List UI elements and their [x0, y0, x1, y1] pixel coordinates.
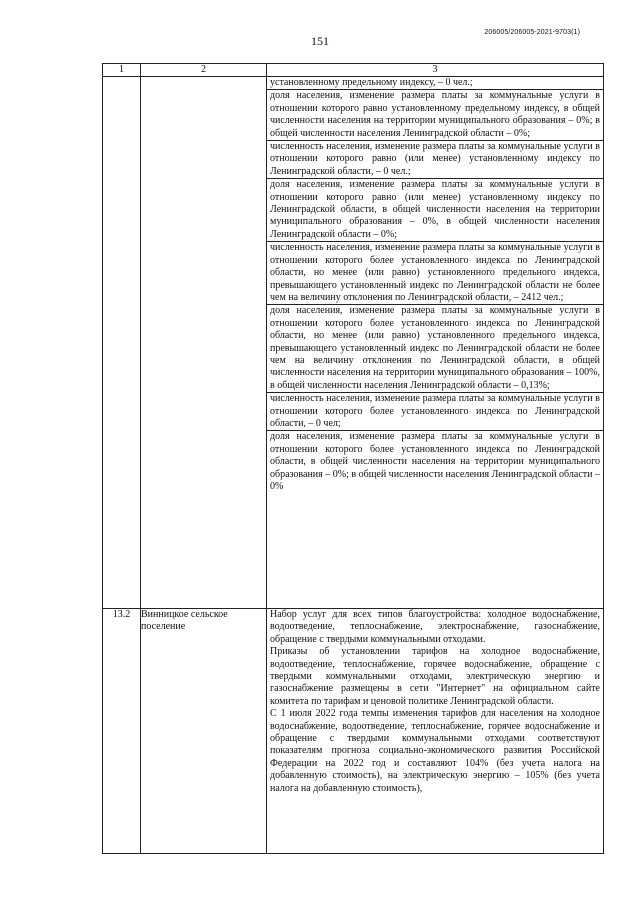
- row-content-cell: [267, 77, 604, 609]
- row-number-cell: 13.2: [103, 609, 141, 854]
- paragraph: численность населения, изменение размера платы за коммунальные услуги в отношении которого равно (или менее) установленному индексу по Ленинградской области, – 0 чел.;: [267, 140, 603, 178]
- table-row: [103, 609, 604, 854]
- paragraph: доля населения, изменение размера платы за коммунальные услуги в отношении которого более установленного индекса по Ленинградской области, но менее (или равно) установленного предельного индекса, превышающего установленный индекс по Ленинградской области не более чем на величину отклонения по Ленинградской области, в общей численности населения на территории муниципального образования – 100%, в общей численности населения Ленинградской области – 0,13%;: [267, 304, 603, 392]
- paragraph: установленному предельному индексу, – 0 чел.;: [270, 77, 473, 88]
- paragraph: доля населения, изменение размера платы за коммунальные услуги в отношении которого равно (или менее) установленному индексу по Ленинградской области, в общей численности населения на территории муниципального образования – 0%, в общей численности населения Ленинградской области – 0%;: [267, 178, 603, 241]
- document-code: 206005/206005-2021-9703(1): [484, 29, 580, 36]
- paragraph: Набор услуг для всех типов благоустройства: холодное водоснабжение, водоотведение, теплоснабжение, электроснабжение, газоснабжение, обращение с твердыми коммунальными отходами.: [270, 609, 600, 645]
- data-table: [102, 63, 604, 854]
- table-header-row: [103, 64, 604, 77]
- column-header-3: 3: [267, 64, 604, 77]
- paragraph: доля населения, изменение размера платы за коммунальные услуги в отношении которого равно установленному предельному индексу, в общей численности населения на территории муниципального образования – 0%; в общей численности населения Ленинградской области – 0%;: [267, 89, 603, 140]
- table-row: [103, 77, 604, 609]
- paragraph: Приказы об установлении тарифов на холодное водоснабжение, водоотведение, теплоснабжение, горячее водоснабжение, обращение с твердыми коммунальными отходами, электрическую энергию и газоснабжение размещены в сети "Интернет" на официальном сайте комитета по тарифам и ценовой политике Ленинградской области.: [270, 646, 600, 707]
- column-header-1: 1: [103, 64, 141, 77]
- row-number-cell: [103, 77, 141, 609]
- row-content-cell: [267, 609, 604, 854]
- paragraph: доля населения, изменение размера платы за коммунальные услуги в отношении которого более установленного индекса по Ленинградской области, в общей численности населения на территории муниципального образования – 0%; в общей численности населения Ленинградской области – 0%: [267, 430, 603, 493]
- paragraph: С 1 июля 2022 года темпы изменения тарифов для населения на холодное водоснабжение, водоотведение, теплоснабжение, горячее водоснабжение и обращение с твердыми коммунальными отходами соответствуют показателям прогноза социально-экономического развития Российской Федерации на 2022 год и составляют 104% (без учета налога на добавленную стоимость), на электрическую энергию – 105% (без учета налога на добавленную стоимость),: [270, 708, 600, 794]
- paragraph: численность населения, изменение размера платы за коммунальные услуги в отношении которого более установленного индекса по Ленинградской области, – 0 чел;: [267, 392, 603, 430]
- row-name-cell: Винницкое сельское поселение: [141, 609, 267, 854]
- row-name-cell: [141, 77, 267, 609]
- column-header-2: 2: [141, 64, 267, 77]
- page-number: 151: [311, 34, 329, 48]
- paragraph: численность населения, изменение размера платы за коммунальные услуги в отношении которого более установленного индекса по Ленинградской области, но менее (или равно) установленного предельного индекса, превышающего установленный индекс по Ленинградской области не более чем на величину отклонения по Ленинградской области, – 2412 чел.;: [267, 241, 603, 304]
